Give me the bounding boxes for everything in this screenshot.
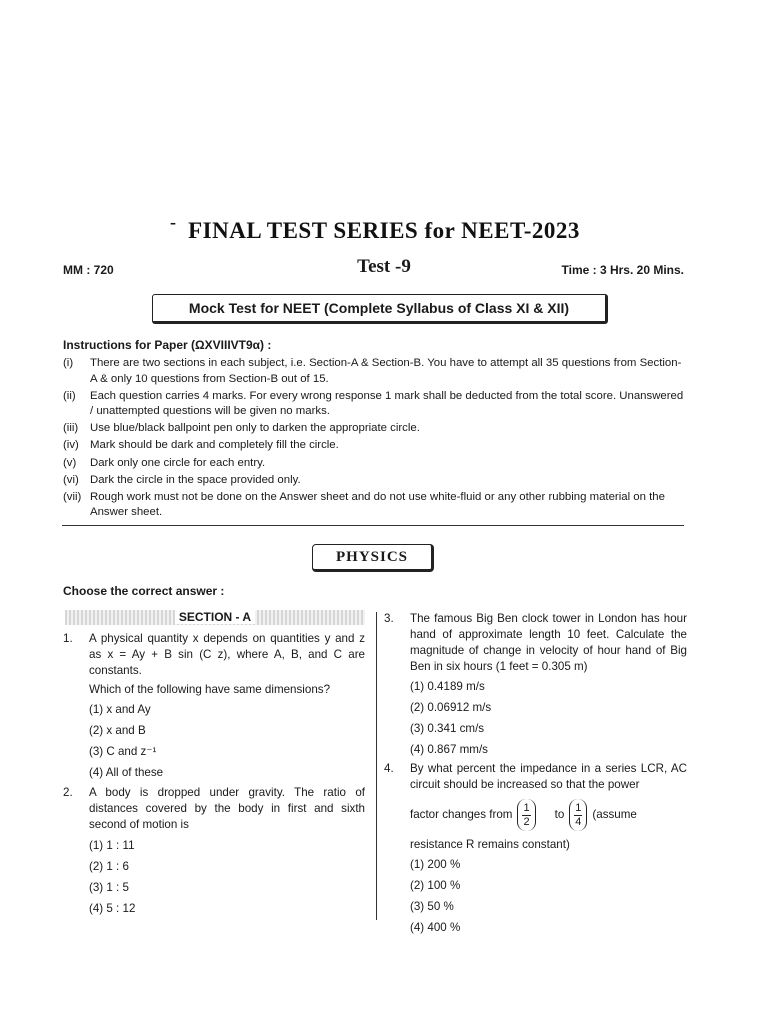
instruction-item (63, 356, 688, 387)
time-allowed: Time : 3 Hrs. 20 Mins. (561, 263, 684, 277)
instruction-item (63, 456, 688, 472)
question-text: A body is dropped under gravity. The ratio of distances covered by the body in first and sixth second of motion is (89, 786, 365, 831)
fraction-one-quarter (569, 799, 587, 831)
choose-instruction: Choose the correct answer : (63, 584, 225, 598)
option: (2) x and B (89, 724, 146, 737)
instruction-number: (iv) (63, 439, 79, 452)
options-list (89, 701, 365, 782)
right-column (384, 611, 687, 937)
question-subtext: Which of the following have same dimensions? (89, 683, 331, 696)
fraction-numerator: 1 (575, 801, 582, 814)
power-factor-line (410, 796, 687, 834)
fraction-denominator: 2 (523, 815, 530, 828)
max-marks: MM : 720 (63, 263, 114, 277)
instruction-number: (ii) (63, 389, 76, 402)
option: (2) 1 : 6 (89, 860, 129, 873)
instruction-text: Dark the circle in the space provided only. (90, 473, 301, 486)
question-text: A physical quantity x depends on quantities y and z as x = Ay + B sin (C z), where A, B, and C are constants. (89, 632, 365, 677)
question-number: 1. (63, 632, 73, 645)
question-1 (63, 631, 365, 782)
instruction-number: (v) (63, 456, 77, 469)
title-mark: - (170, 212, 177, 232)
instruction-text: Use blue/black ballpoint pen only to darken the appropriate circle. (90, 422, 420, 435)
option: (4) 400 % (410, 921, 461, 934)
options-list (410, 678, 687, 759)
option: (3) 1 : 5 (89, 881, 129, 894)
left-column (63, 631, 365, 918)
section-heading (65, 610, 365, 625)
option: (4) 5 : 12 (89, 902, 136, 915)
instruction-number: (i) (63, 357, 74, 369)
option: (3) 50 % (410, 900, 454, 913)
question-number: 2. (63, 786, 73, 799)
column-divider (376, 612, 377, 920)
question-number: 4. (384, 762, 394, 775)
instruction-number: (vi) (63, 473, 79, 486)
option: (1) 1 : 11 (89, 839, 135, 852)
instruction-item (63, 389, 688, 420)
instructions-heading: Instructions for Paper (ΩXVIIIVT9α) : (63, 338, 272, 352)
options-list (410, 856, 687, 937)
option: (1) x and Ay (89, 703, 151, 716)
option: (1) 200 % (410, 858, 461, 871)
section-label: SECTION - A (175, 610, 255, 624)
instructions-divider (62, 525, 684, 526)
instruction-text: Each question carries 4 marks. For every wrong response 1 mark shall be deducted from the total score. Unanswered / unattempted questions will be given no marks. (90, 389, 684, 418)
instruction-number: (vii) (63, 490, 82, 503)
option: (4) 0.867 mm/s (410, 743, 488, 756)
instruction-text: There are two sections in each subject, i.e. Section-A & Section-B. You have to attempt all 35 questions from Section-A & only 10 questions from Section-B out of 15. (90, 357, 682, 385)
question-subtext: resistance R remains constant) (410, 838, 570, 851)
instruction-item (63, 421, 688, 437)
question-3 (384, 611, 687, 759)
option: (3) 0.341 cm/s (410, 722, 485, 735)
test-number: Test -9 (357, 256, 411, 277)
frac-pre-text: factor changes from (410, 808, 513, 821)
fraction-denominator: 4 (575, 815, 582, 828)
question-2 (63, 785, 365, 918)
instruction-text: Dark only one circle for each entry. (90, 456, 266, 469)
frac-mid-text: to (554, 808, 565, 821)
subject-heading: PHYSICS (312, 544, 434, 572)
question-text: By what percent the impedance in a series LCR, AC circuit should be increased so that the power (410, 762, 687, 791)
question-number: 3. (384, 612, 394, 625)
option: (1) 0.4189 m/s (410, 680, 485, 693)
question-text: The famous Big Ben clock tower in London has hour hand of approximate length 10 feet. Calculate the magnitude of change in velocity of hour hand of Big Ben in six hours (1 feet = 0.305 m) (410, 612, 687, 673)
option: (2) 100 % (410, 879, 461, 892)
instruction-item (63, 473, 688, 489)
question-4 (384, 761, 687, 937)
title-text: FINAL TEST SERIES for NEET-2023 (188, 218, 580, 243)
option: (2) 0.06912 m/s (410, 701, 492, 714)
instructions-list (63, 356, 688, 522)
fraction-numerator: 1 (523, 801, 530, 814)
instruction-number: (iii) (63, 422, 79, 435)
test-series-title (0, 212, 768, 244)
instruction-text: Mark should be dark and completely fill the circle. (90, 439, 339, 452)
option: (4) All of these (89, 766, 164, 779)
mock-test-title: Mock Test for NEET (Complete Syllabus of Class XI & XII) (152, 294, 608, 324)
option: (3) C and z⁻¹ (89, 745, 157, 758)
fraction-one-half (517, 799, 535, 831)
frac-post-text: (assume (592, 808, 637, 821)
instruction-item (63, 438, 688, 454)
instruction-text: Rough work must not be done on the Answer sheet and do not use white-fluid or any other rubbing material on the Answer sheet. (90, 490, 665, 519)
options-list (89, 837, 365, 918)
instruction-item (63, 490, 688, 521)
